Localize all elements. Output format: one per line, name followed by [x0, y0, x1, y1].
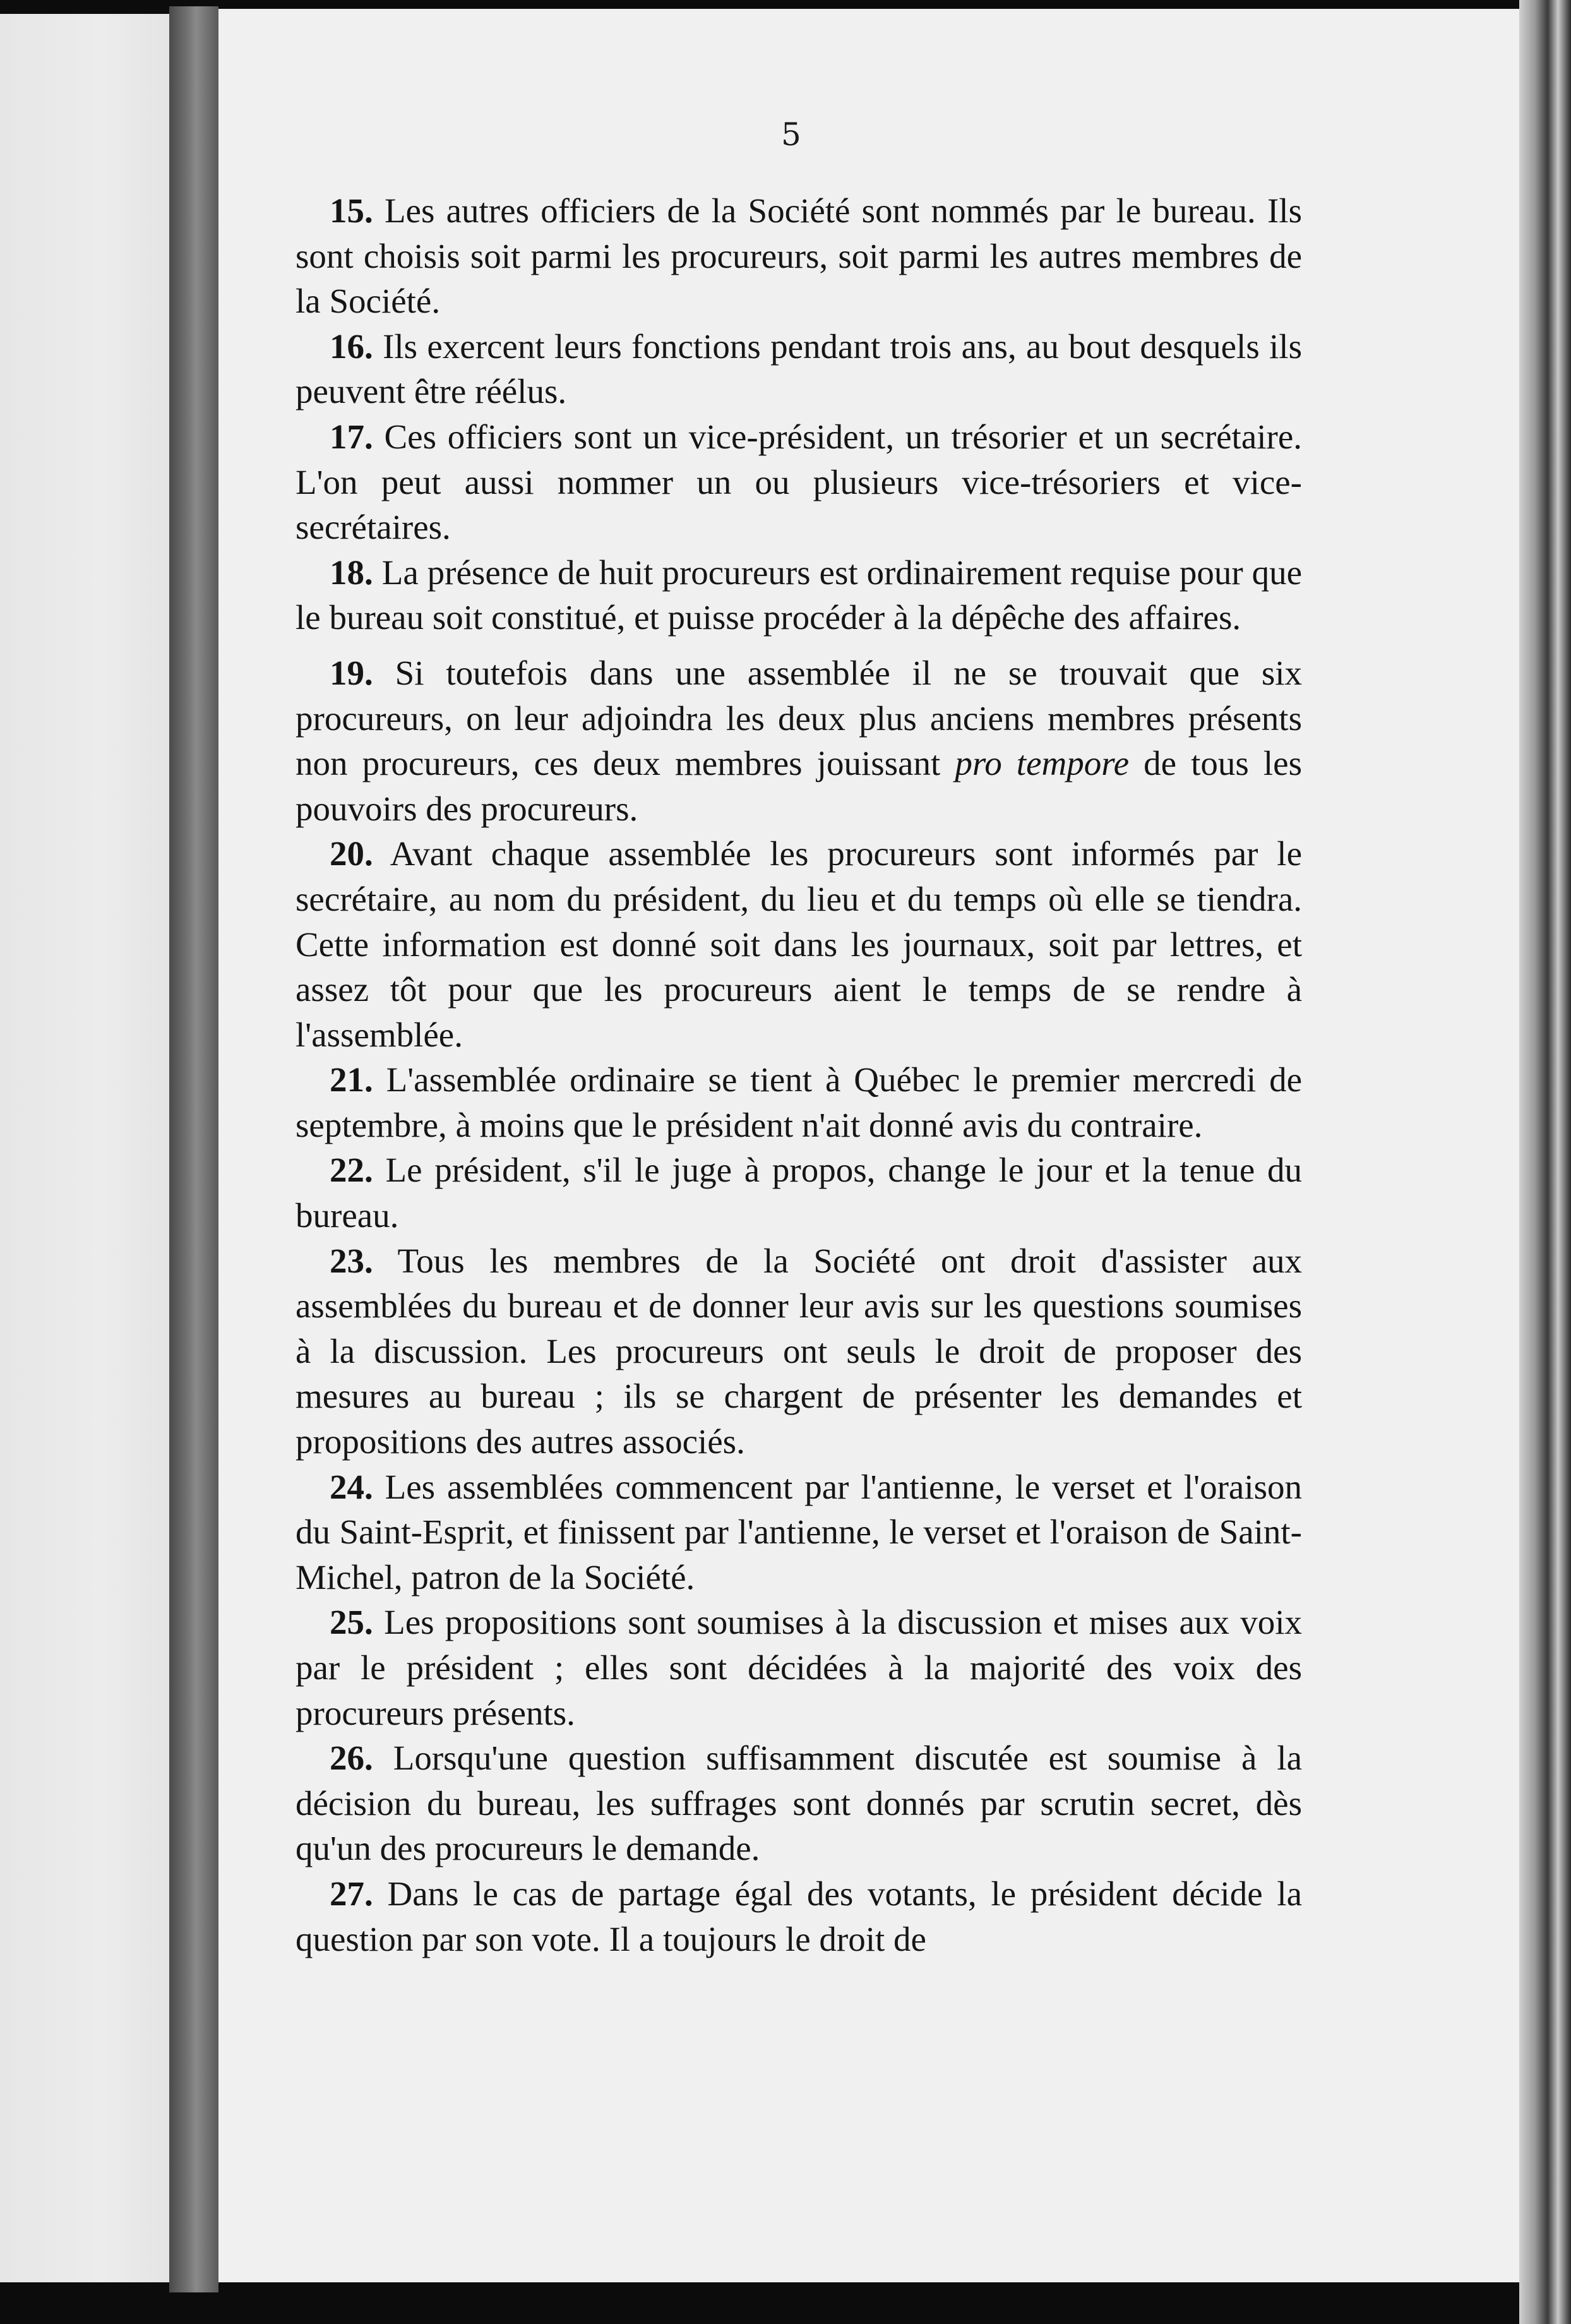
page-number: 5 [781, 116, 801, 153]
article-26 [296, 1735, 1302, 1871]
article-text: Les autres officiers de la Société sont nommés par le bureau. Ils sont choisis soit parmi les procureurs, soit parmi les autres membres de la Société. [296, 191, 1302, 321]
article-text: L'assemblée ordinaire se tient à Québec le premier mercredi de septembre, à moins que le président n'ait donné avis du contraire. [296, 1060, 1302, 1144]
article-text: Le président, s'il le juge à propos, change le jour et la tenue du bureau. [296, 1151, 1303, 1235]
article-number: 26. [330, 1739, 373, 1778]
page-body-text [296, 188, 1302, 1962]
article-text: Avant chaque assemblée les procureurs sont informés par le secrétaire, au nom du président, du lieu et du temps où elle se tiendra. Cette information est donné soit dans les journaux, soit par lettres, et assez tôt pour que les procureurs aient le temps de se rendre à l'assemblée. [296, 834, 1302, 1054]
article-18 [296, 550, 1302, 640]
article-number: 21. [330, 1060, 373, 1099]
article-text: Dans le cas de partage égal des votants, le président décide la question par son vote. Il a toujours le droit de [296, 1874, 1303, 1958]
article-text: La présence de huit procureurs est ordinairement requise pour que le bureau soit constitué, et puisse procéder à la dépêche des affaires. [296, 553, 1303, 637]
article-16 [296, 324, 1302, 414]
article-25 [296, 1600, 1302, 1735]
article-17 [296, 414, 1302, 550]
article-15 [296, 188, 1302, 324]
left-page-edge [0, 14, 169, 2282]
article-number: 23. [330, 1241, 373, 1280]
article-text-continued: de tous les pouvoirs des procureurs. [296, 744, 1302, 828]
article-number: 19. [330, 653, 373, 692]
article-23 [296, 1238, 1302, 1464]
article-number: 15. [330, 191, 373, 230]
article-24 [296, 1464, 1302, 1600]
article-number: 25. [330, 1603, 373, 1642]
article-20 [296, 831, 1302, 1057]
article-number: 20. [330, 834, 373, 873]
book-gutter [169, 6, 218, 2292]
article-italic-text: pro tempore [955, 744, 1129, 783]
article-number: 24. [330, 1467, 373, 1506]
right-page-edge [1519, 0, 1571, 2324]
article-text: Les propositions sont soumises à la discussion et mises aux voix par le président ; elles sont décidées à la majorité des voix des procureurs présents. [296, 1603, 1303, 1732]
article-27 [296, 1871, 1302, 1962]
article-22 [296, 1147, 1302, 1238]
article-number: 17. [330, 417, 373, 456]
article-19 [296, 650, 1302, 831]
article-text: Ils exercent leurs fonctions pendant trois ans, au bout desquels ils peuvent être réélus. [296, 326, 1302, 411]
article-number: 27. [330, 1874, 373, 1913]
article-text: Lorsqu'une question suffisamment discutée est soumise à la décision du bureau, les suffrages sont donnés par scrutin secret, dès qu'un des procureurs le demande. [296, 1739, 1303, 1868]
article-text: Tous les membres de la Société ont droit d'assister aux assemblées du bureau et de donner leur avis sur les questions soumises à la discussion. Les procureurs ont seuls le droit de proposer des mesures au bureau ; ils se chargent de présenter les demandes et propositions des autres associés. [296, 1241, 1302, 1461]
article-number: 16. [330, 326, 373, 366]
article-text: Ces officiers sont un vice-président, un trésorier et un secrétaire. L'on peut aussi nommer un ou plusieurs vice-trésoriers et vice-secrétaires. [296, 417, 1303, 547]
article-21 [296, 1057, 1302, 1147]
article-number: 18. [330, 553, 373, 592]
article-number: 22. [330, 1151, 373, 1190]
article-text: Les assemblées commencent par l'antienne, le verset et l'oraison du Saint-Esprit, et finissent par l'antienne, le verset et l'oraison de Saint-Michel, patron de la Société. [296, 1467, 1302, 1596]
article-text: Si toutefois dans une assemblée il ne se trouvait que six procureurs, on leur adjoindra les deux plus anciens membres présents non procureurs, ces deux membres jouissant [296, 653, 1303, 783]
